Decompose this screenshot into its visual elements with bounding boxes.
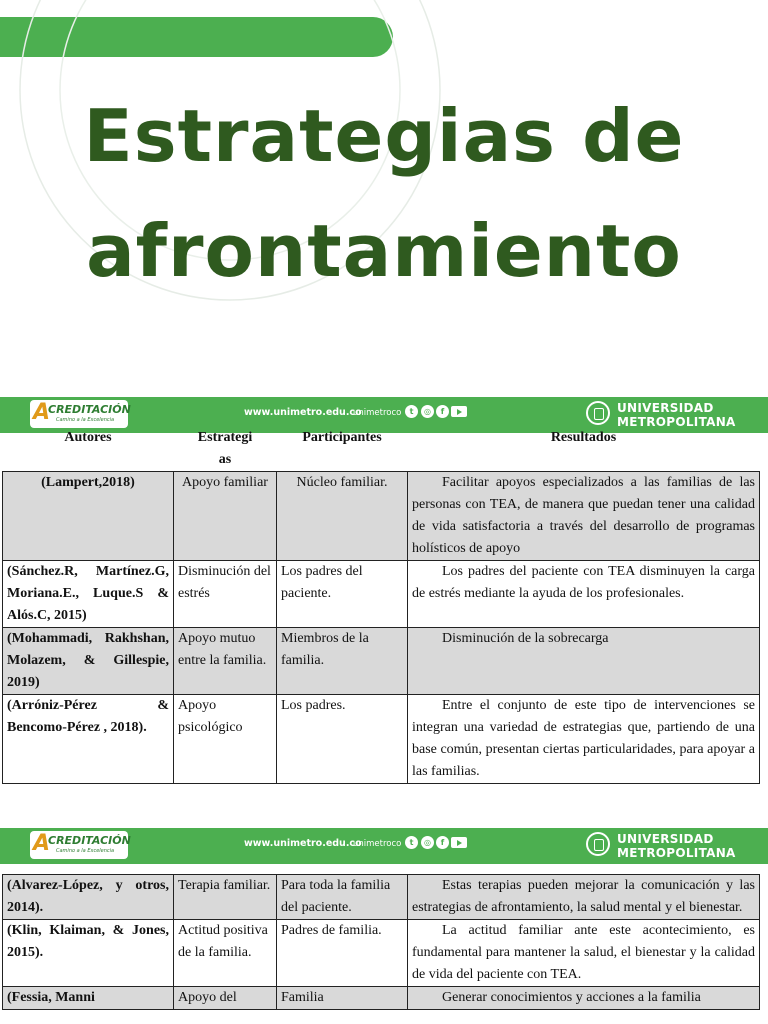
cell-participantes: Miembros de la familia. xyxy=(277,628,408,695)
university-name-line-1: UNIVERSIDAD xyxy=(617,832,714,846)
acreditacion-logo xyxy=(30,831,131,859)
cell-autor: (Mohammadi, Rakhshan, Molazem, & Gillespie, 2019) xyxy=(3,628,174,695)
twitter-icon[interactable]: t xyxy=(405,836,418,849)
cell-resultado: Generar conocimientos y acciones a la familia xyxy=(408,987,760,1010)
logo-word: CREDITACIÓN xyxy=(48,403,131,416)
cell-autor: (Arróniz-Pérez & Bencomo-Pérez , 2018). xyxy=(3,695,174,784)
cell-participantes: Núcleo familiar. xyxy=(277,472,408,561)
website-link[interactable]: www.unimetro.edu.co xyxy=(244,407,362,418)
youtube-icon[interactable] xyxy=(451,406,467,417)
logo-letter: A xyxy=(33,400,51,425)
cell-estrategia: Actitud positiva de la familia. xyxy=(174,920,277,987)
table-row xyxy=(3,561,760,628)
table-row xyxy=(3,628,760,695)
table-row xyxy=(3,695,760,784)
cell-estrategia: Apoyo familiar xyxy=(174,472,277,561)
twitter-icon[interactable]: t xyxy=(405,405,418,418)
university-name-line-1: UNIVERSIDAD xyxy=(617,401,714,415)
cell-resultado: Facilitar apoyos especializados a las familias de las personas con TEA, de manera que puedan tener una calidad de vida satisfactoria a través del desarrollo de programas holísticos de apoyo xyxy=(408,472,760,561)
social-handle: unimetroco xyxy=(353,408,402,418)
instagram-icon[interactable]: ◎ xyxy=(421,836,434,849)
table-header-row xyxy=(3,431,760,472)
facebook-icon[interactable]: f xyxy=(436,836,449,849)
institution-header-band-2 xyxy=(0,828,768,864)
cell-participantes: Familia xyxy=(277,987,408,1010)
cell-estrategia: Apoyo mutuo entre la familia. xyxy=(174,628,277,695)
table-row xyxy=(3,875,760,920)
header-autores: Autores xyxy=(64,430,112,445)
slide-title-line-2: afrontamiento xyxy=(86,209,682,293)
instagram-icon[interactable]: ◎ xyxy=(421,405,434,418)
cell-estrategia: Terapia familiar. xyxy=(174,875,277,920)
university-name-line-2: METROPOLITANA xyxy=(617,846,736,860)
youtube-icon[interactable] xyxy=(451,837,467,848)
cell-autor: (Sánchez.R, Martínez.G, Moriana.E., Luque.S & Alós.C, 2015) xyxy=(3,561,174,628)
logo-tagline: Camino a la Excelencia xyxy=(56,417,115,423)
cell-resultado: Estas terapias pueden mejorar la comunicación y las estrategias de afrontamiento, la salud mental y el bienestar. xyxy=(408,875,760,920)
cell-resultado: Los padres del paciente con TEA disminuyen la carga de estrés mediante la ayuda de los profesionales. xyxy=(408,561,760,628)
logo-letter: A xyxy=(33,831,51,856)
header-participantes: Participantes xyxy=(302,430,382,445)
university-seal-icon xyxy=(586,401,610,425)
acreditacion-logo xyxy=(30,400,131,428)
cell-resultado: La actitud familiar ante este acontecimiento, es fundamental para mantener la salud, el bienestar y la calidad de vida del paciente con TEA. xyxy=(408,920,760,987)
cell-estrategia: Apoyo del xyxy=(174,987,277,1010)
strategies-table-2 xyxy=(2,874,760,1010)
cell-resultado: Entre el conjunto de este tipo de intervenciones se integran una variedad de estrategias que, partiendo de una base común, presentan ciertas particularidades, para apoyar a las familias. xyxy=(408,695,760,784)
table-row xyxy=(3,472,760,561)
header-resultados: Resultados xyxy=(550,430,617,445)
cell-resultado: Disminución de la sobrecarga xyxy=(408,628,760,695)
logo-tagline: Camino a la Excelencia xyxy=(56,848,115,854)
cell-autor: (Lampert,2018) xyxy=(3,472,174,561)
facebook-icon[interactable]: f xyxy=(436,405,449,418)
cell-autor: (Fessia, Manni xyxy=(3,987,174,1010)
cell-participantes: Los padres. xyxy=(277,695,408,784)
strategies-table-1 xyxy=(2,431,760,784)
cell-participantes: Los padres del paciente. xyxy=(277,561,408,628)
cell-autor: (Alvarez-López, y otros, 2014). xyxy=(3,875,174,920)
table-row xyxy=(3,987,760,1010)
website-link[interactable]: www.unimetro.edu.co xyxy=(244,838,362,849)
cell-participantes: Padres de familia. xyxy=(277,920,408,987)
university-seal-icon xyxy=(586,832,610,856)
social-handle: unimetroco xyxy=(353,839,402,849)
cell-participantes: Para toda la familia del paciente. xyxy=(277,875,408,920)
cell-estrategia: Apoyo psicológico xyxy=(174,695,277,784)
slide-title-line-1: Estrategias de xyxy=(83,94,685,178)
header-estrategias-2: as xyxy=(218,452,232,467)
university-name-line-2: METROPOLITANA xyxy=(617,415,736,429)
cell-autor: (Klin, Klaiman, & Jones, 2015). xyxy=(3,920,174,987)
cell-estrategia: Disminución del estrés xyxy=(174,561,277,628)
header-estrategias-1: Estrategi xyxy=(197,430,253,445)
table-row xyxy=(3,920,760,987)
logo-word: CREDITACIÓN xyxy=(48,834,131,847)
